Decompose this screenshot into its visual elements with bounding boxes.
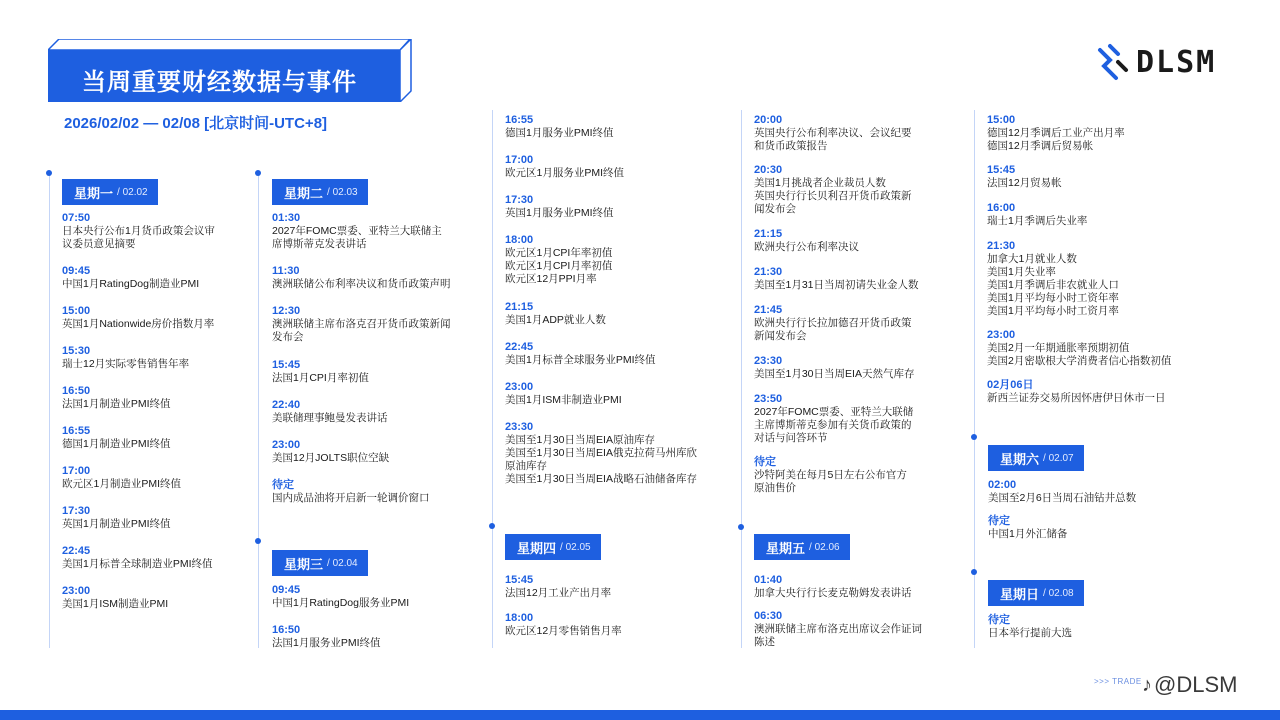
event-item <box>754 574 954 600</box>
day-name: 星期日 <box>1000 586 1040 602</box>
event-item <box>62 345 262 371</box>
event-desc: 日本央行公布1月货币政策会议审 议委员意见摘要 <box>62 225 215 250</box>
event-desc: 法国12月贸易帐 <box>987 177 1062 189</box>
bottom-bar <box>0 710 1280 720</box>
event-time: 09:45 <box>62 265 91 277</box>
event-time: 21:45 <box>754 304 783 316</box>
event-item <box>987 329 1217 368</box>
event-item <box>754 114 954 153</box>
event-desc: 美国至1月30日当周EIA天然气库存 <box>754 368 915 380</box>
title-decor-side <box>400 39 412 102</box>
event-desc: 美联储理事鲍曼发表讲话 <box>272 412 388 424</box>
watermark-text: @DLSM <box>1154 672 1238 697</box>
event-item <box>62 505 262 531</box>
event-item <box>272 359 472 385</box>
event-time: 15:30 <box>62 345 91 357</box>
event-time: 15:45 <box>987 164 1016 176</box>
event-desc: 法国1月制造业PMI终值 <box>62 398 171 410</box>
event-time: 待定 <box>988 515 1010 527</box>
event-desc: 欧元区1月制造业PMI终值 <box>62 478 182 490</box>
event-time: 17:00 <box>62 465 91 477</box>
day-tag-sunday <box>988 580 1084 606</box>
event-item <box>272 439 472 465</box>
event-desc: 中国1月RatingDog服务业PMI <box>272 597 410 609</box>
timeline-dot <box>489 523 495 529</box>
event-desc: 英国1月制造业PMI终值 <box>62 518 171 530</box>
event-time: 23:00 <box>505 381 534 393</box>
event-time: 01:40 <box>754 574 783 586</box>
day-name: 星期五 <box>766 540 806 556</box>
event-time: 01:30 <box>272 212 301 224</box>
day-date: / 02.03 <box>327 186 358 198</box>
day-tag-monday <box>62 179 158 205</box>
event-desc: 2027年FOMC票委、亚特兰大联储 主席博斯蒂克参加有关货币政策的 对话与问答环节 <box>754 406 914 444</box>
event-time: 23:00 <box>987 329 1016 341</box>
timeline-dot <box>46 170 52 176</box>
event-time: 02月06日 <box>987 379 1034 391</box>
day-name: 星期一 <box>74 185 114 201</box>
event-item <box>987 114 1187 153</box>
event-desc: 美国1月挑战者企业裁员人数 英国央行行长贝利召开货币政策新 闻发布会 <box>754 177 912 215</box>
event-item <box>505 114 705 140</box>
event-desc: 法国12月工业产出月率 <box>505 587 612 599</box>
day-name: 星期三 <box>284 556 324 572</box>
event-item <box>505 301 705 327</box>
event-time: 21:15 <box>505 301 534 313</box>
day-tag-wednesday <box>272 550 368 576</box>
event-item <box>272 479 472 505</box>
event-desc: 英国1月服务业PMI终值 <box>505 207 614 219</box>
event-desc: 中国1月RatingDog制造业PMI <box>62 278 200 290</box>
event-item <box>754 456 954 495</box>
event-item <box>505 574 705 600</box>
event-item <box>505 234 715 286</box>
event-desc: 英国央行公布利率决议、会议纪要 和货币政策报告 <box>754 127 912 152</box>
event-time: 17:00 <box>505 154 534 166</box>
event-desc: 中国1月外汇储备 <box>988 528 1068 540</box>
event-item <box>62 305 262 331</box>
event-item <box>62 385 262 411</box>
event-item <box>987 164 1187 190</box>
event-desc: 美国1月ISM非制造业PMI <box>505 394 622 406</box>
event-desc: 加拿大央行行长麦克勒姆发表讲话 <box>754 587 912 599</box>
event-time: 22:40 <box>272 399 301 411</box>
event-item <box>754 393 954 445</box>
event-desc: 澳洲联储主席布洛克召开货币政策新闻 发布会 <box>272 318 451 343</box>
date-range: 2026/02/02 — 02/08 [北京时间-UTC+8] <box>64 115 328 132</box>
timeline-line <box>49 174 50 648</box>
event-item <box>272 212 472 251</box>
timeline-dot <box>738 524 744 530</box>
timeline-line <box>258 174 259 648</box>
event-time: 09:45 <box>272 584 301 596</box>
event-desc: 法国1月服务业PMI终值 <box>272 637 381 649</box>
event-desc: 美国至1月30日当周EIA原油库存 美国至1月30日当周EIA俄克拉荷马州库欣 原油库存 美国至1月30日当周EIA战略石油储备库存 <box>505 434 697 485</box>
event-time: 22:45 <box>62 545 91 557</box>
event-desc: 日本举行提前大选 <box>988 627 1072 639</box>
event-time: 17:30 <box>62 505 91 517</box>
event-item <box>62 585 262 611</box>
day-tag-tuesday <box>272 179 368 205</box>
event-item <box>62 465 262 491</box>
event-time: 21:30 <box>754 266 783 278</box>
event-time: 16:55 <box>505 114 534 126</box>
event-item <box>754 266 954 292</box>
event-time: 15:45 <box>505 574 534 586</box>
event-desc: 欧元区1月服务业PMI终值 <box>505 167 625 179</box>
event-item <box>272 265 472 291</box>
event-item <box>754 355 954 381</box>
event-desc: 美国1月ADP就业人数 <box>505 314 606 326</box>
event-desc: 加拿大1月就业人数 美国1月失业率 美国1月季调后非农就业人口 美国1月平均每小时工资年率 美国1月平均每小时工资月率 <box>987 253 1119 317</box>
footer-trade-text: >>> TRADE <box>1094 677 1142 686</box>
brand-logo <box>1096 42 1216 82</box>
event-item <box>272 399 472 425</box>
event-desc: 德国1月服务业PMI终值 <box>505 127 614 139</box>
event-time: 待定 <box>988 614 1010 626</box>
event-time: 15:00 <box>62 305 91 317</box>
day-date: / 02.07 <box>1043 452 1074 464</box>
event-desc: 国内成品油将开启新一轮调价窗口 <box>272 492 430 504</box>
day-tag-friday <box>754 534 850 560</box>
event-desc: 德国12月季调后工业产出月率 德国12月季调后贸易帐 <box>987 127 1125 152</box>
event-time: 02:00 <box>988 479 1017 491</box>
event-desc: 欧元区12月零售销售月率 <box>505 625 622 637</box>
event-time: 23:50 <box>754 393 783 405</box>
event-item <box>987 240 1207 318</box>
event-time: 16:50 <box>272 624 301 636</box>
event-item <box>62 425 262 451</box>
event-item <box>988 515 1188 541</box>
event-desc: 澳洲联储主席布洛克出席议会作证词 陈述 <box>754 623 922 648</box>
event-desc: 美国2月一年期通胀率预期初值 美国2月密歇根大学消费者信心指数初值 <box>987 342 1172 367</box>
day-name: 星期二 <box>284 185 324 201</box>
event-desc: 2027年FOMC票委、亚特兰大联储主 席博斯蒂克发表讲话 <box>272 225 442 250</box>
event-desc: 沙特阿美在每月5日左右公布官方 原油售价 <box>754 469 907 494</box>
event-item <box>754 164 954 216</box>
event-time: 06:30 <box>754 610 783 622</box>
day-date: / 02.06 <box>809 541 840 553</box>
event-time: 20:00 <box>754 114 783 126</box>
event-desc: 欧元区1月CPI年率初值 欧元区1月CPI月率初值 欧元区12月PPI月率 <box>505 247 613 285</box>
event-time: 16:50 <box>62 385 91 397</box>
event-desc: 德国1月制造业PMI终值 <box>62 438 171 450</box>
event-item <box>505 381 705 407</box>
event-desc: 瑞士1月季调后失业率 <box>987 215 1088 227</box>
event-item <box>987 379 1217 405</box>
timeline-dot <box>255 170 261 176</box>
event-item <box>754 228 954 254</box>
event-desc: 澳洲联储公布利率决议和货币政策声明 <box>272 278 451 290</box>
page-title: 当周重要财经数据与事件 <box>82 69 357 96</box>
day-tag-saturday <box>988 445 1084 471</box>
day-date: / 02.02 <box>117 186 148 198</box>
event-time: 12:30 <box>272 305 301 317</box>
event-desc: 法国1月CPI月率初值 <box>272 372 369 384</box>
day-name: 星期六 <box>1000 451 1040 467</box>
event-desc: 瑞士12月实际零售销售年率 <box>62 358 190 370</box>
event-time: 16:55 <box>62 425 91 437</box>
logo-text: DLSM <box>1136 44 1217 80</box>
event-item <box>754 304 954 343</box>
event-desc: 美国至1月31日当周初请失业金人数 <box>754 279 919 291</box>
event-desc: 美国1月标普全球服务业PMI终值 <box>505 354 656 366</box>
event-time: 20:30 <box>754 164 783 176</box>
event-item <box>272 305 472 344</box>
event-time: 待定 <box>272 479 294 491</box>
event-item <box>988 479 1188 505</box>
event-desc: 美国12月JOLTS职位空缺 <box>272 452 390 464</box>
event-time: 23:30 <box>754 355 783 367</box>
event-item <box>754 610 954 649</box>
event-time: 11:30 <box>272 265 300 277</box>
event-time: 23:00 <box>62 585 91 597</box>
day-date: / 02.04 <box>327 557 358 569</box>
event-item <box>62 212 262 251</box>
event-desc: 美国1月ISM制造业PMI <box>62 598 169 610</box>
timeline-dot <box>971 434 977 440</box>
watermark <box>1142 672 1237 698</box>
timeline-line <box>741 110 742 648</box>
event-desc: 欧洲央行行长拉加德召开货币政策 新闻发布会 <box>754 317 912 342</box>
event-desc: 欧洲央行公布利率决议 <box>754 241 859 253</box>
timeline-line <box>492 110 493 648</box>
timeline-dot <box>255 538 261 544</box>
dlsm-logo-mark-icon <box>1096 42 1130 82</box>
event-item <box>505 612 705 638</box>
day-date: / 02.05 <box>560 541 591 553</box>
day-tag-thursday <box>505 534 601 560</box>
event-time: 23:00 <box>272 439 301 451</box>
event-time: 23:30 <box>505 421 534 433</box>
event-item <box>505 194 705 220</box>
event-item <box>62 265 262 291</box>
event-item <box>988 614 1188 640</box>
day-date: / 02.08 <box>1043 587 1074 599</box>
event-desc: 英国1月Nationwide房价指数月率 <box>62 318 215 330</box>
event-time: 22:45 <box>505 341 534 353</box>
event-desc: 新西兰证券交易所因怀唐伊日休市一日 <box>987 392 1166 404</box>
event-time: 07:50 <box>62 212 91 224</box>
event-item <box>62 545 262 571</box>
event-item <box>987 202 1187 228</box>
douyin-icon: ♪ <box>1142 673 1152 696</box>
timeline-line <box>974 110 975 648</box>
event-item <box>505 154 705 180</box>
event-item <box>505 421 720 486</box>
event-time: 待定 <box>754 456 776 468</box>
event-time: 21:30 <box>987 240 1016 252</box>
event-time: 17:30 <box>505 194 534 206</box>
event-time: 15:00 <box>987 114 1016 126</box>
event-item <box>272 624 472 650</box>
event-time: 18:00 <box>505 612 534 624</box>
event-time: 15:45 <box>272 359 301 371</box>
event-item <box>272 584 472 610</box>
day-name: 星期四 <box>517 540 557 556</box>
event-time: 18:00 <box>505 234 534 246</box>
event-time: 16:00 <box>987 202 1016 214</box>
timeline-dot <box>971 569 977 575</box>
event-item <box>505 341 705 367</box>
event-time: 21:15 <box>754 228 783 240</box>
event-desc: 美国至2月6日当周石油钻井总数 <box>988 492 1137 504</box>
event-desc: 美国1月标普全球制造业PMI终值 <box>62 558 213 570</box>
